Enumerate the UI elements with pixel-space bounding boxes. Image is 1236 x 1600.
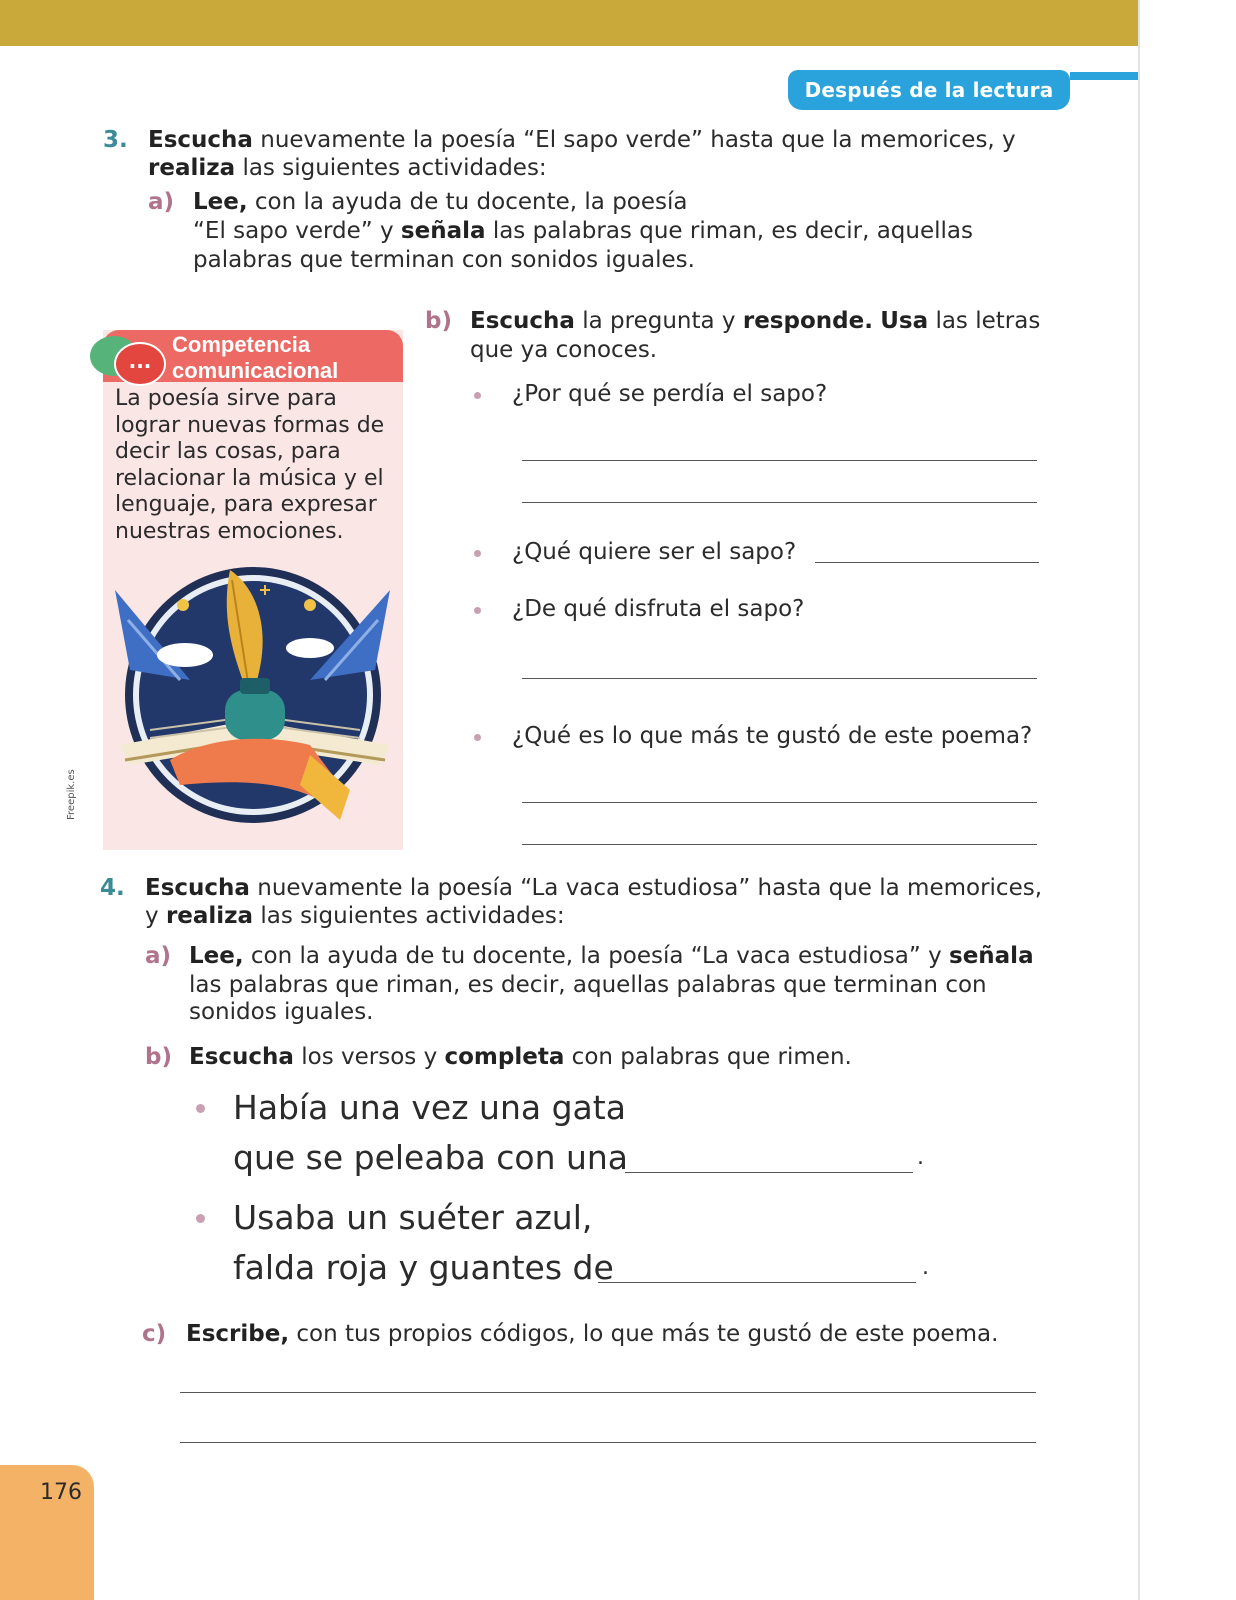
q3b-question-2: ¿Qué quiere ser el sapo? xyxy=(512,539,797,565)
q4a-line2: las palabras que riman, es decir, aquellas palabras que terminan con xyxy=(189,972,987,998)
competencia-text: La poesía sirve para lograr nuevas formas de decir las cosas, para relacionar la música y el lenguaje, para expresar nuestras emociones. xyxy=(115,386,385,544)
chat-dots-icon: ... xyxy=(114,342,166,386)
answer-line[interactable] xyxy=(180,1392,1036,1393)
q3a-label: a) xyxy=(148,189,175,215)
answer-line[interactable] xyxy=(180,1442,1036,1443)
answer-line[interactable] xyxy=(522,502,1037,503)
q4-number: 4. xyxy=(100,875,125,901)
top-color-band xyxy=(0,0,1140,46)
bullet xyxy=(196,1214,205,1223)
q4-intro-line2: y realiza las siguientes actividades: xyxy=(145,903,565,929)
page-edge xyxy=(1138,0,1140,1600)
answer-line[interactable] xyxy=(522,802,1037,803)
q4a-label: a) xyxy=(145,943,172,969)
q3b-question-1: ¿Por qué se perdía el sapo? xyxy=(512,381,828,407)
bullet xyxy=(474,392,481,399)
verse1-line2: que se peleaba con una xyxy=(233,1138,629,1177)
section-tab: Después de la lectura xyxy=(788,70,1070,110)
q3b-question-3: ¿De qué disfruta el sapo? xyxy=(512,596,805,622)
verse2-line2: falda roja y guantes de xyxy=(233,1248,614,1287)
page-number: 176 xyxy=(40,1480,82,1505)
image-credit: Freepik.es xyxy=(66,769,77,820)
competencia-title: Competencia comunicacional xyxy=(172,332,339,383)
q3b-question-4: ¿Qué es lo que más te gustó de este poema? xyxy=(512,723,1033,749)
q4b-line1: Escucha los versos y completa con palabras que rimen. xyxy=(189,1044,852,1070)
bullet xyxy=(474,607,481,614)
q4c-label: c) xyxy=(142,1321,167,1347)
q4c-line1: Escribe, con tus propios códigos, lo que más te gustó de este poema. xyxy=(186,1321,999,1347)
q3-number: 3. xyxy=(103,127,128,153)
q3b-line1: Escucha la pregunta y responde. Usa las letras xyxy=(470,308,1041,334)
section-tab-line xyxy=(1070,72,1138,80)
answer-line[interactable] xyxy=(815,562,1039,563)
q3a-line1: Lee, con la ayuda de tu docente, la poesía xyxy=(193,189,688,215)
bullet xyxy=(474,550,481,557)
q3b-label: b) xyxy=(425,308,452,334)
q4a-line3: sonidos iguales. xyxy=(189,999,374,1025)
bullet xyxy=(196,1104,205,1113)
answer-line[interactable] xyxy=(522,844,1037,845)
period: . xyxy=(917,1145,924,1170)
q3-intro-line1: Escucha nuevamente la poesía “El sapo verde” hasta que la memorices, y xyxy=(148,127,1016,153)
rhyme-blank-1[interactable] xyxy=(625,1172,913,1173)
bullet xyxy=(474,734,481,741)
q3a-line3: palabras que terminan con sonidos iguales. xyxy=(193,247,695,273)
q3a-line2: “El sapo verde” y señala las palabras que riman, es decir, aquellas xyxy=(193,218,973,244)
q4a-line1: Lee, con la ayuda de tu docente, la poesía “La vaca estudiosa” y señala xyxy=(189,943,1034,969)
answer-line[interactable] xyxy=(522,460,1037,461)
rhyme-blank-2[interactable] xyxy=(598,1282,916,1283)
q3-intro-line2: realiza las siguientes actividades: xyxy=(148,155,547,181)
verse1-line1: Había una vez una gata xyxy=(233,1088,626,1127)
answer-line[interactable] xyxy=(522,678,1037,679)
verse2-line1: Usaba un suéter azul, xyxy=(233,1198,593,1237)
q3b-line2: que ya conoces. xyxy=(470,337,658,363)
poetry-illustration xyxy=(110,560,400,850)
period: . xyxy=(922,1255,929,1280)
q4b-label: b) xyxy=(145,1044,172,1070)
q4-intro-line1: Escucha nuevamente la poesía “La vaca estudiosa” hasta que la memorices, xyxy=(145,875,1043,901)
